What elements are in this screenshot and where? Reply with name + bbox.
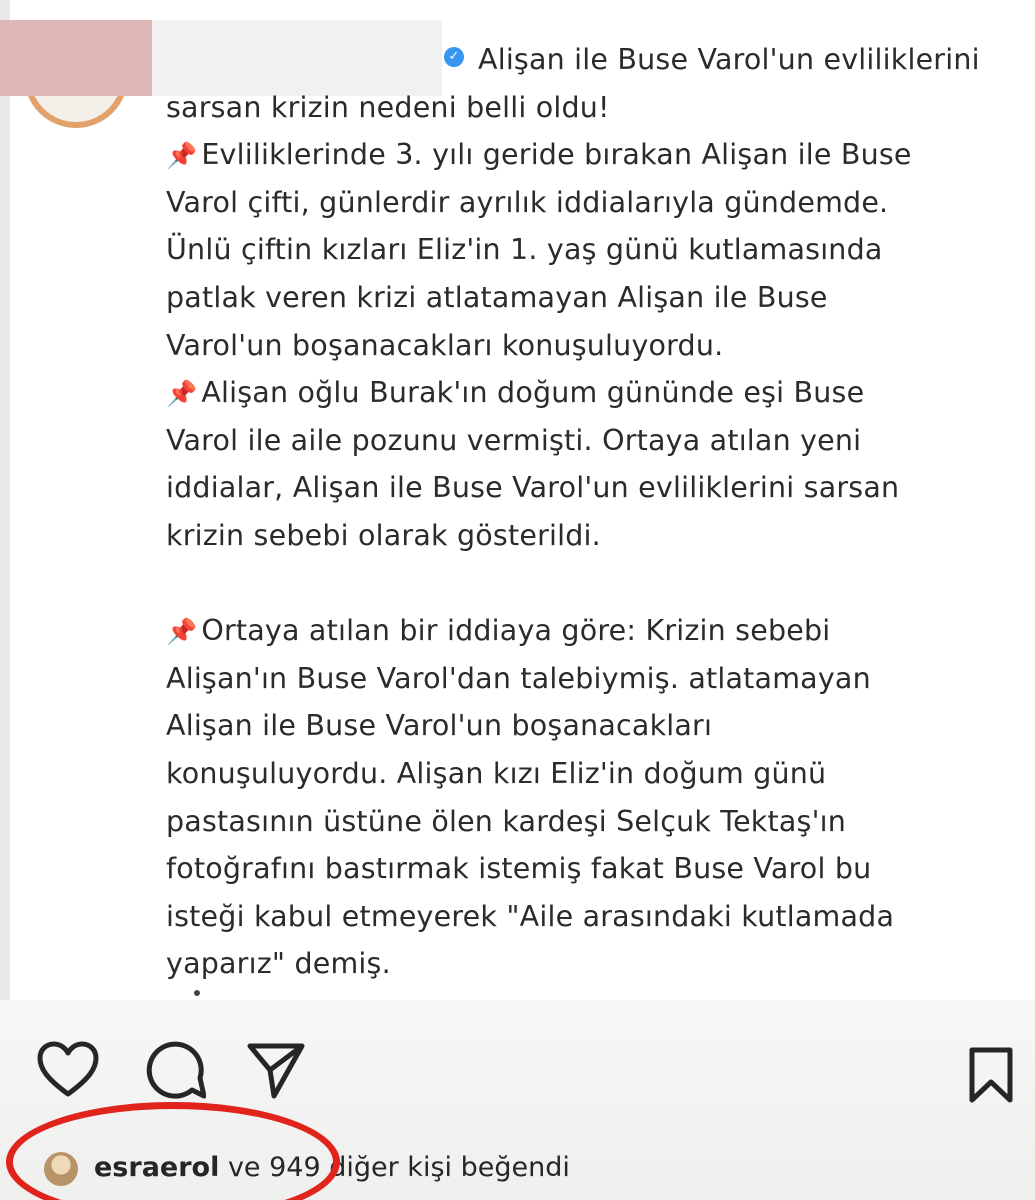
send-icon[interactable] bbox=[246, 1040, 306, 1100]
heart-icon[interactable] bbox=[36, 1040, 100, 1100]
pushpin-icon: 📌 bbox=[166, 141, 198, 171]
caption-line: 📌 Alişan oğlu Burak'ın doğum gününde eşi Buse bbox=[166, 376, 865, 410]
pushpin-icon: 📌 bbox=[166, 379, 198, 409]
comment-icon[interactable] bbox=[142, 1040, 206, 1102]
caption-line: Alişan ile Buse Varol'un evliliklerini bbox=[478, 43, 980, 76]
caption-blank-line bbox=[166, 560, 1006, 608]
caption-dot bbox=[194, 990, 200, 996]
pushpin-icon: 📌 bbox=[166, 617, 198, 647]
caption-line: Alişan'ın Buse Varol'dan talebiymiş. atlatamayan bbox=[166, 661, 871, 695]
caption-line: pastasının üstüne ölen kardeşi Selçuk Tektaş'ın bbox=[166, 804, 847, 838]
caption-line: yaparız" demiş. bbox=[166, 947, 391, 981]
caption-line: Varol ile aile pozunu vermişti. Ortaya atılan yeni bbox=[166, 423, 862, 457]
caption-line: krizin sebebi olarak gösterildi. bbox=[166, 518, 601, 552]
likes-count-text: ve 949 diğer kişi beğendi bbox=[219, 1152, 570, 1183]
post-action-bar bbox=[0, 1040, 1035, 1110]
caption-line: Ünlü çiftin kızları Eliz'in 1. yaş günü kutlamasında bbox=[166, 233, 883, 267]
caption-line: 📌 Evliliklerinde 3. yılı geride bırakan Alişan ile Buse bbox=[166, 138, 912, 172]
caption-line: sarsan krizin nedeni belli oldu! bbox=[166, 90, 610, 124]
caption-line: Varol çifti, günlerdir ayrılık iddialarıyla gündemde. bbox=[166, 185, 889, 219]
caption-line: fotoğrafını bastırmak istemiş fakat Buse Varol bu bbox=[166, 852, 872, 886]
caption-line: patlak veren krizi atlatamayan Alişan ile Buse bbox=[166, 280, 828, 314]
caption-line: isteği kabul etmeyerek "Aile arasındaki kutlamada bbox=[166, 899, 895, 933]
post-caption bbox=[166, 36, 1006, 988]
caption-line: iddialar, Alişan ile Buse Varol'un evliliklerini sarsan bbox=[166, 471, 900, 505]
redacted-username-block bbox=[0, 20, 152, 96]
liker-username[interactable]: esraerol bbox=[94, 1152, 220, 1183]
caption-line: Alişan ile Buse Varol'un boşanacakları bbox=[166, 709, 713, 743]
caption-line: 📌 Ortaya atılan bir iddiaya göre: Krizin sebebi bbox=[166, 614, 831, 648]
verified-badge-icon: ✓ bbox=[444, 47, 464, 67]
caption-line: konuşuluyordu. Alişan kızı Eliz'in doğum günü bbox=[166, 756, 827, 790]
caption-line: Varol'un boşanacakları konuşuluyordu. bbox=[166, 328, 724, 362]
bookmark-icon[interactable] bbox=[968, 1046, 1014, 1104]
